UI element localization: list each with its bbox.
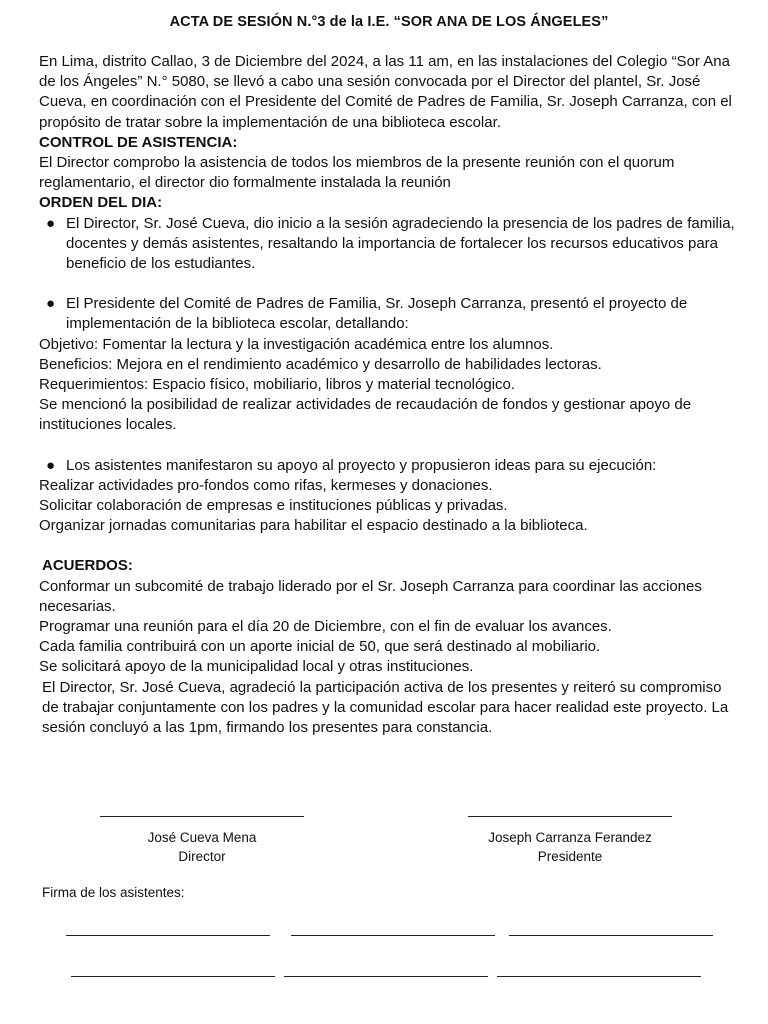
acuerdo-line: Programar una reunión para el día 20 de Diciembre, con el fin de evaluar los avances.	[39, 618, 612, 636]
bullet-item	[39, 456, 739, 476]
idea-line: Organizar jornadas comunitarias para habilitar el espacio destinado a la biblioteca.	[39, 517, 588, 535]
closing-paragraph: El Director, Sr. José Cueva, agradeció la participación activa de los presentes y reiteró su compromiso de trabajar conjuntamente con los padres y la comunidad escolar para hacer realidad este proyecto. La sesión concluyó a las 1pm, firmando los presentes para constancia.	[42, 678, 729, 737]
bullet-text: El Presidente del Comité de Padres de Familia, Sr. Joseph Carranza, presentó el proyecto de implementación de la biblioteca escolar, detallando:	[66, 295, 688, 333]
acuerdos-heading: ACUERDOS:	[42, 557, 133, 575]
attendee-signature-line	[291, 935, 495, 936]
bullet-item	[39, 294, 739, 334]
bullet-icon: ●	[46, 214, 56, 232]
attendee-signature-line	[497, 976, 701, 977]
acta-body	[39, 14, 739, 738]
intro-paragraph: En Lima, distrito Callao, 3 de Diciembre del 2024, a las 11 am, en las instalaciones del Colegio “Sor Ana de los Ángeles” N.° 5080, se llevó a cabo una sesión convocada por el Director del plantel, Sr. José Cueva, en coordinación con el Presidente del Comité de Padres de Familia, Sr. Joseph Carranza, con el propósito de tratar sobre la implementación de una biblioteca escolar.	[39, 53, 732, 131]
signature-line	[100, 816, 304, 817]
attendee-signature-line	[509, 935, 713, 936]
posibilidad-paragraph: Se mencionó la posibilidad de realizar actividades de recaudación de fondos y gestionar apoyo de instituciones locales.	[39, 396, 692, 434]
attendee-signature-line	[71, 976, 275, 977]
document-title: ACTA DE SESIÓN N.°3 de la I.E. “SOR ANA DE LOS ÁNGELES”	[169, 14, 609, 30]
signature-line	[468, 816, 672, 817]
objetivo-line: Objetivo: Fomentar la lectura y la investigación académica entre los alumnos.	[39, 335, 554, 353]
signer-name: Joseph Carranza Ferandez	[488, 830, 652, 845]
signer-role: Director	[178, 849, 226, 864]
bullet-icon: ●	[46, 295, 56, 313]
orden-heading: ORDEN DEL DIA:	[39, 194, 163, 212]
attendee-signature-line	[284, 976, 488, 977]
bullet-text: Los asistentes manifestaron su apoyo al proyecto y propusieron ideas para su ejecución:	[66, 456, 657, 474]
signature-presidente	[468, 816, 672, 866]
requerimientos-line: Requerimientos: Espacio físico, mobiliario, libros y material tecnológico.	[39, 376, 516, 394]
acuerdo-line: Se solicitará apoyo de la municipalidad local y otras instituciones.	[39, 658, 474, 676]
beneficios-line: Beneficios: Mejora en el rendimiento académico y desarrollo de habilidades lectoras.	[39, 355, 602, 373]
idea-line: Realizar actividades pro-fondos como rifas, kermeses y donaciones.	[39, 476, 493, 494]
signature-director	[100, 816, 304, 866]
acuerdo-line: Conformar un subcomité de trabajo liderado por el Sr. Joseph Carranza para coordinar las acciones necesarias.	[39, 577, 702, 615]
attendee-signature-line	[66, 935, 270, 936]
signer-name: José Cueva Mena	[147, 830, 257, 845]
attendees-label: Firma de los asistentes:	[42, 885, 185, 900]
signer-role: Presidente	[537, 849, 603, 864]
idea-line: Solicitar colaboración de empresas e instituciones públicas y privadas.	[39, 497, 508, 515]
control-heading: CONTROL DE ASISTENCIA:	[39, 133, 238, 151]
bullet-icon: ●	[46, 456, 56, 474]
acuerdo-line: Cada familia contribuirá con un aporte inicial de 50, que será destinado al mobiliario.	[39, 638, 601, 656]
bullet-text: El Director, Sr. José Cueva, dio inicio a la sesión agradeciendo la presencia de los padres de familia, docentes y demás asistentes, resaltando la importancia de fortalecer los recursos educativos para beneficio de los estudiantes.	[66, 214, 735, 273]
control-paragraph: El Director comprobo la asistencia de todos los miembros de la presente reunión con el quorum reglamentario, el director dio formalmente instalada la reunión	[39, 154, 675, 192]
bullet-item	[39, 214, 739, 275]
